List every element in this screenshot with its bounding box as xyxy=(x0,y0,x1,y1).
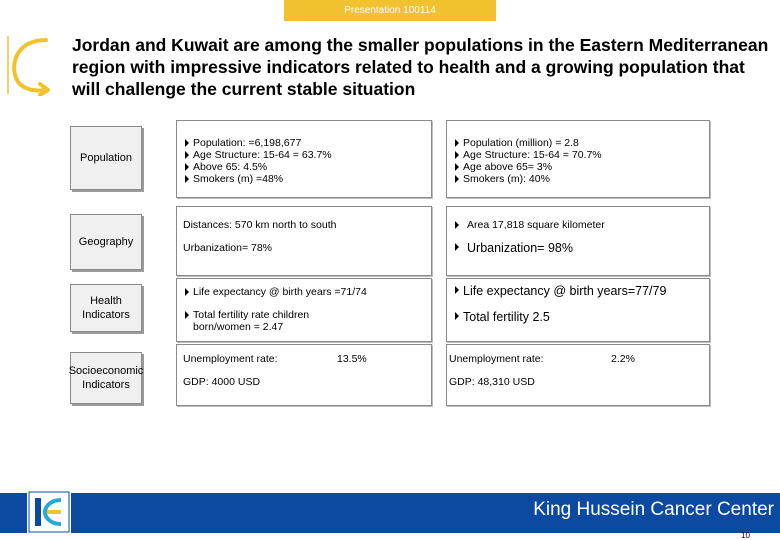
bullet-icon xyxy=(455,139,459,147)
health-kuwait-cell xyxy=(446,278,710,342)
bullet-icon xyxy=(455,286,459,294)
slide-title: Jordan and Kuwait are among the smaller populations in the Eastern Mediterranean region with impressive indicators related to health and a growing population that will challenge the current stable situation xyxy=(72,35,769,99)
jordan-unemployment-label: Unemployment rate: xyxy=(183,353,278,365)
jordan-fertility-cont: born/women = 2.47 xyxy=(193,321,284,333)
bullet-icon xyxy=(185,311,189,319)
list-item: Age above 65= 3% xyxy=(455,161,552,173)
presentation-tab: Presentation 100114 xyxy=(284,0,496,21)
row-label-health: Health Indicators xyxy=(70,284,142,332)
list-item: Population (million) = 2.8 xyxy=(455,137,579,149)
bullet-icon xyxy=(185,151,189,159)
list-item: Smokers (m) =48% xyxy=(185,173,283,185)
list-item: Age Structure: 15-64 = 70.7% xyxy=(455,149,602,161)
jordan-distance: Distances: 570 km north to south xyxy=(183,219,337,231)
jordan-unemployment-value: 13.5% xyxy=(337,353,367,365)
kuwait-gdp: GDP: 48,310 USD xyxy=(449,376,535,388)
page-number: 10 xyxy=(741,531,750,540)
kuwait-unemployment-value: 2.2% xyxy=(611,353,635,365)
logo-arc-icon xyxy=(6,32,66,96)
bullet-icon xyxy=(455,175,459,183)
bullet-icon xyxy=(185,163,189,171)
jordan-urbanization: Urbanization= 78% xyxy=(183,242,273,254)
row-label-geography: Geography xyxy=(70,214,142,270)
bullet-icon xyxy=(185,288,189,296)
population-kuwait-cell xyxy=(446,120,710,198)
bullet-icon xyxy=(455,221,459,229)
list-item: Urbanization= 98% xyxy=(455,241,573,256)
list-item: Total fertility 2.5 xyxy=(455,310,550,325)
bullet-icon xyxy=(455,243,459,251)
bullet-icon xyxy=(185,175,189,183)
list-item: Life expectancy @ birth years=77/79 xyxy=(455,284,666,299)
row-label-socioeconomic: Socioeconomic Indicators xyxy=(70,352,142,404)
health-jordan-cell xyxy=(176,278,432,342)
population-jordan-cell xyxy=(176,120,432,198)
list-item: Above 65: 4.5% xyxy=(185,161,267,173)
list-item: Total fertility rate children xyxy=(185,309,309,321)
list-item: Area 17,818 square kilometer xyxy=(455,219,605,231)
jordan-gdp: GDP: 4000 USD xyxy=(183,376,261,388)
socio-jordan-cell xyxy=(176,344,432,406)
khcc-logo-icon xyxy=(27,488,71,536)
geography-jordan-cell xyxy=(176,206,432,276)
list-item: Age Structure: 15-64 = 63.7% xyxy=(185,149,332,161)
bullet-icon xyxy=(185,139,189,147)
row-label-population: Population xyxy=(70,126,142,190)
khcc-logo xyxy=(27,488,71,536)
socio-kuwait-cell xyxy=(446,344,710,406)
kuwait-unemployment-label: Unemployment rate: xyxy=(449,353,544,365)
bullet-icon xyxy=(455,312,459,320)
list-item: Smokers (m): 40% xyxy=(455,173,550,185)
bullet-icon xyxy=(455,163,459,171)
bullet-icon xyxy=(455,151,459,159)
list-item: Life expectancy @ birth years =71/74 xyxy=(185,286,367,298)
list-item: Population: =6,198,677 xyxy=(185,137,301,149)
geography-kuwait-cell xyxy=(446,206,710,276)
organization-name: King Hussein Cancer Center xyxy=(533,499,774,520)
